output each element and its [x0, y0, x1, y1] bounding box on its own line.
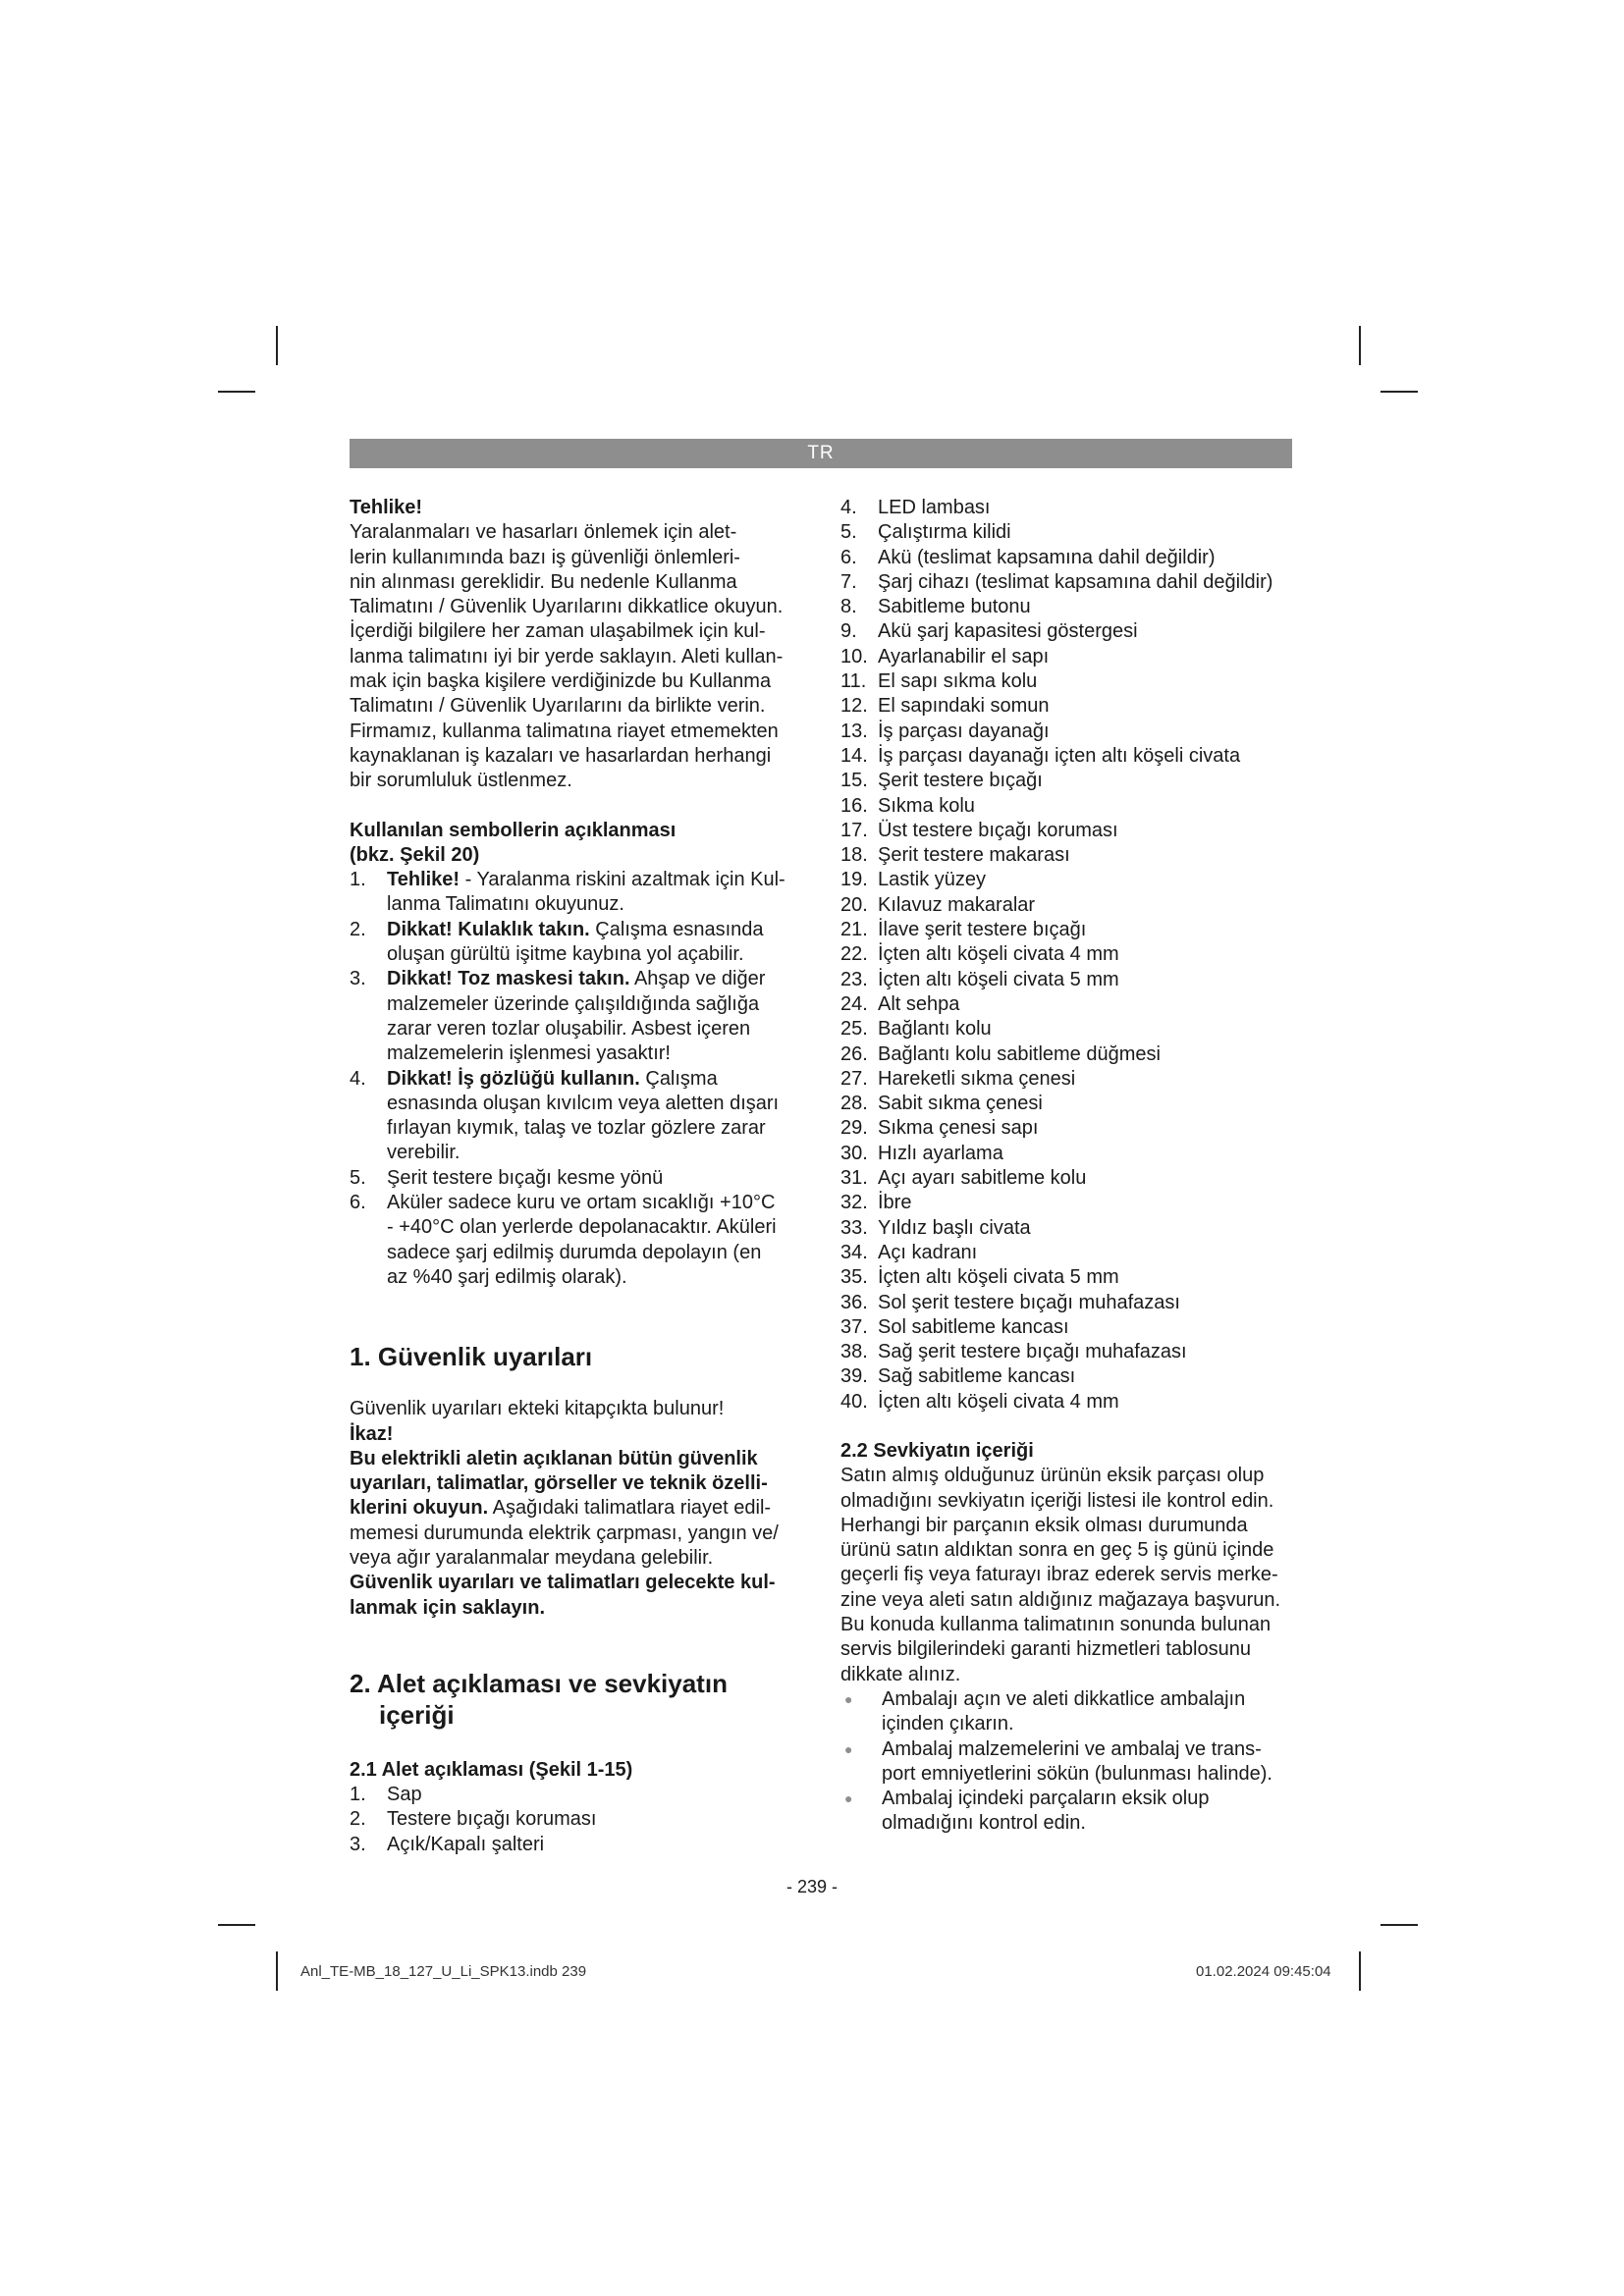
symbol-number: 4.	[350, 1067, 366, 1090]
crop-mark-top-right-v	[1359, 326, 1361, 365]
part-item	[840, 1291, 1302, 1315]
part-number: 1.	[350, 1784, 366, 1806]
part-item	[840, 1042, 1302, 1067]
danger-line: bir sorumluluk üstlenmez.	[350, 770, 572, 792]
body-line: zine veya aleti satın aldığınız mağazaya başvurun.	[840, 1588, 1281, 1611]
symbol-text: Ahşap ve diğer	[629, 968, 766, 990]
part-item	[840, 868, 1302, 892]
part-number: 28.	[840, 1093, 868, 1115]
symbol-text: oluşan gürültü işitme kaybına yol açabilir.	[387, 943, 744, 966]
part-number: 15.	[840, 770, 868, 792]
part-number: 35.	[840, 1266, 868, 1289]
part-label: Kılavuz makaralar	[878, 893, 1036, 916]
part-number: 23.	[840, 968, 868, 990]
symbol-number: 2.	[350, 918, 366, 940]
part-number: 31.	[840, 1167, 868, 1190]
part-number: 33.	[840, 1216, 868, 1239]
symbol-item	[350, 967, 803, 1066]
part-item	[840, 1265, 1302, 1290]
danger-text	[350, 520, 803, 793]
part-item	[840, 1142, 1302, 1166]
danger-title: Tehlike!	[350, 497, 423, 518]
bullet-text: Ambalaj içindeki parçaların eksik olup	[882, 1788, 1210, 1810]
symbol-number: 6.	[350, 1192, 366, 1214]
part-number: 7.	[840, 570, 857, 593]
part-item	[840, 794, 1302, 819]
part-label: Akü şarj kapasitesi göstergesi	[878, 620, 1138, 643]
language-code: TR	[807, 443, 835, 463]
part-label: Yıldız başlı civata	[878, 1216, 1031, 1239]
part-label: Lastik yüzey	[878, 869, 987, 891]
part-label: Üst testere bıçağı koruması	[878, 819, 1118, 841]
part-number: 19.	[840, 869, 868, 891]
danger-line: lanma talimatını iyi bir yerde saklayın. Aleti kullan-	[350, 645, 784, 667]
symbol-text: verebilir.	[387, 1142, 460, 1164]
crop-mark-top-left-v	[276, 326, 278, 365]
part-item	[840, 819, 1302, 843]
part-label: Ayarlanabilir el sapı	[878, 645, 1050, 667]
danger-line: Talimatını / Güvenlik Uyarılarını dikkatlice okuyun.	[350, 596, 784, 618]
part-item	[840, 843, 1302, 868]
section-1-intro: Güvenlik uyarıları ekteki kitapçıkta bulunur!	[350, 1398, 725, 1420]
part-item	[840, 619, 1302, 644]
part-item	[840, 1216, 1302, 1241]
part-item	[840, 1241, 1302, 1265]
body-line: Bu konuda kullanma talimatının sonunda bulunan	[840, 1614, 1272, 1636]
section-2-title-line: içeriği	[379, 1699, 455, 1730]
symbol-number: 3.	[350, 968, 366, 990]
symbol-text: malzemelerin işlenmesi yasaktır!	[387, 1042, 671, 1065]
bullet-item	[840, 1737, 1302, 1788]
body-line: Aşağıdaki talimatlara riayet edil-	[488, 1497, 772, 1520]
part-number: 12.	[840, 695, 868, 718]
body-line: olmadığını sevkiyatın içeriği listesi ile kontrol edin.	[840, 1489, 1274, 1512]
part-item	[840, 1166, 1302, 1191]
part-item	[840, 694, 1302, 719]
part-number: 9.	[840, 620, 857, 643]
body-line: memesi durumunda elektrik çarpması, yangın ve/	[350, 1522, 779, 1544]
part-item	[350, 1783, 803, 1807]
part-number: 29.	[840, 1117, 868, 1140]
part-label: Açı ayarı sabitleme kolu	[878, 1167, 1087, 1190]
part-number: 24.	[840, 992, 868, 1015]
part-item	[840, 744, 1302, 769]
bold-line: uyarıları, talimatlar, görseller ve teknik özelli-	[350, 1472, 768, 1495]
symbol-bold: Dikkat! İş gözlüğü kullanın.	[387, 1067, 640, 1090]
symbol-text: Aküler sadece kuru ve ortam sıcaklığı +10°C	[387, 1192, 776, 1214]
part-item	[840, 968, 1302, 992]
part-item	[840, 1315, 1302, 1340]
part-label: Hızlı ayarlama	[878, 1142, 1003, 1164]
part-label: Sıkma kolu	[878, 794, 975, 817]
part-label: Sabitleme butonu	[878, 596, 1031, 618]
part-label: İçten altı köşeli civata 4 mm	[878, 1390, 1119, 1413]
part-item	[840, 570, 1302, 595]
part-label: Şerit testere makarası	[878, 844, 1070, 867]
crop-mark-bottom-right-h	[1380, 1924, 1418, 1926]
part-item	[840, 546, 1302, 570]
bullet-text: Ambalajı açın ve aleti dikkatlice ambalajın	[882, 1687, 1246, 1710]
part-label: Sol şerit testere bıçağı muhafazası	[878, 1291, 1180, 1313]
part-label: İçten altı köşeli civata 5 mm	[878, 1266, 1119, 1289]
part-item	[840, 769, 1302, 793]
danger-line: Firmamız, kullanma talimatına riayet etmemekten	[350, 720, 779, 742]
part-item	[840, 992, 1302, 1017]
symbol-text: - Yaralanma riskini azaltmak için Kul-	[460, 869, 785, 891]
bold-line: Güvenlik uyarıları ve talimatları gelecekte kul-	[350, 1572, 776, 1594]
part-number: 17.	[840, 819, 868, 841]
part-item	[840, 893, 1302, 918]
part-number: 4.	[840, 497, 857, 518]
section-2-title-line: 2. Alet açıklaması ve sevkiyatın	[350, 1668, 728, 1698]
part-number: 14.	[840, 744, 868, 767]
part-label: Sabit sıkma çenesi	[878, 1093, 1043, 1115]
part-number: 37.	[840, 1315, 868, 1338]
part-label: LED lambası	[878, 497, 991, 518]
part-number: 30.	[840, 1142, 868, 1164]
danger-line: Talimatını / Güvenlik Uyarılarını da birlikte verin.	[350, 695, 766, 718]
part-label: İçten altı köşeli civata 4 mm	[878, 943, 1119, 966]
part-number: 32.	[840, 1192, 868, 1214]
symbol-text: Çalışma esnasında	[589, 918, 764, 940]
section-2-2-title: 2.2 Sevkiyatın içeriği	[840, 1439, 1034, 1462]
part-number: 20.	[840, 893, 868, 916]
right-column	[840, 496, 1302, 1837]
part-number: 18.	[840, 844, 868, 867]
symbol-item	[350, 868, 803, 918]
body-line: Satın almış olduğunuz ürünün eksik parçası olup	[840, 1465, 1265, 1487]
bullet-item	[840, 1687, 1302, 1737]
danger-line: lerin kullanımında bazı iş güvenliği önlemleri-	[350, 546, 740, 568]
bullet-item	[840, 1787, 1302, 1837]
part-label: Sap	[387, 1784, 422, 1806]
footer-datetime: 01.02.2024 09:45:04	[1196, 1963, 1331, 1980]
bullet-text: içinden çıkarın.	[882, 1713, 1014, 1735]
section-2-1-title: 2.1 Alet açıklaması (Şekil 1-15)	[350, 1758, 633, 1781]
symbol-bold: Tehlike!	[387, 869, 460, 891]
crop-mark-bottom-left-h	[218, 1924, 255, 1926]
symbol-text: lanma Talimatını okuyunuz.	[387, 893, 624, 916]
symbol-item	[350, 1067, 803, 1166]
bold-line: Bu elektrikli aletin açıklanan bütün güvenlik	[350, 1447, 758, 1469]
part-item	[840, 496, 1302, 520]
body-line: ürünü satın aldıktan sonra en geç 5 iş günü içinde	[840, 1539, 1274, 1562]
part-label: Şarj cihazı (teslimat kapsamına dahil değildir)	[878, 570, 1273, 593]
part-label: Sıkma çenesi sapı	[878, 1117, 1039, 1140]
crop-mark-top-left-h	[218, 391, 255, 393]
bold-line: lanmak için saklayın.	[350, 1596, 545, 1619]
symbol-item	[350, 918, 803, 968]
part-number: 3.	[350, 1833, 366, 1855]
part-number: 36.	[840, 1291, 868, 1313]
section-1-body	[350, 1447, 803, 1621]
part-item	[840, 1017, 1302, 1041]
part-label: Alt sehpa	[878, 992, 960, 1015]
part-item	[350, 1807, 803, 1832]
part-number: 21.	[840, 919, 868, 941]
danger-line: mak için başka kişilere verdiğinizde bu Kullanma	[350, 670, 772, 693]
symbol-text: zarar veren tozlar oluşabilir. Asbest içeren	[387, 1017, 751, 1040]
part-label: Hareketli sıkma çenesi	[878, 1067, 1076, 1090]
symbol-bold: Dikkat! Kulaklık takın.	[387, 918, 590, 940]
part-item	[840, 520, 1302, 545]
part-label: El sapı sıkma kolu	[878, 670, 1038, 693]
body-line: veya ağır yaralanmalar meydana gelebilir.	[350, 1546, 714, 1569]
section-2-2-body	[840, 1464, 1302, 1687]
symbol-item	[350, 1166, 803, 1191]
part-number: 27.	[840, 1067, 868, 1090]
part-item	[840, 942, 1302, 967]
part-item	[840, 1390, 1302, 1415]
symbol-text: Çalışma	[639, 1067, 718, 1090]
symbols-ref: (bkz. Şekil 20)	[350, 843, 480, 866]
part-label: İlave şerit testere bıçağı	[878, 919, 1087, 941]
part-number: 10.	[840, 645, 868, 667]
bullet-text: olmadığını kontrol edin.	[882, 1812, 1086, 1835]
part-label: Bağlantı kolu sabitleme düğmesi	[878, 1042, 1161, 1065]
left-column	[350, 496, 803, 1857]
danger-line: İçerdiği bilgilere her zaman ulaşabilmek için kul-	[350, 620, 766, 643]
symbol-bold: Dikkat! Toz maskesi takın.	[387, 968, 630, 990]
bullet-icon: ●	[844, 1790, 853, 1807]
part-number: 22.	[840, 943, 868, 966]
bold-line: klerini okuyun.	[350, 1497, 489, 1520]
parts-list-right	[840, 496, 1302, 1415]
bullet-text: port emniyetlerini sökün (bulunması halinde).	[882, 1762, 1272, 1785]
part-label: Bağlantı kolu	[878, 1018, 992, 1041]
part-label: Çalıştırma kilidi	[878, 521, 1011, 544]
warning-label: İkaz!	[350, 1422, 394, 1445]
part-number: 13.	[840, 720, 868, 742]
crop-mark-top-right-h	[1380, 391, 1418, 393]
symbol-number: 5.	[350, 1166, 366, 1189]
body-line: servis bilgilerindeki garanti hizmetleri tablosunu	[840, 1638, 1251, 1661]
symbols-list	[350, 868, 803, 1290]
part-item	[840, 1067, 1302, 1092]
symbol-text: esnasında oluşan kıvılcım veya aletten dışarı	[387, 1092, 780, 1114]
symbol-text: fırlayan kıymık, talaş ve tozlar gözlere zarar	[387, 1117, 766, 1140]
part-item	[840, 1340, 1302, 1364]
part-number: 6.	[840, 546, 857, 568]
part-label: Açık/Kapalı şalteri	[387, 1833, 545, 1855]
part-label: Açı kadranı	[878, 1241, 978, 1263]
footer-file: Anl_TE-MB_18_127_U_Li_SPK13.indb 239	[300, 1963, 587, 1980]
symbol-item	[350, 1191, 803, 1290]
section-1-title: 1. Güvenlik uyarıları	[350, 1342, 593, 1372]
unpacking-steps	[840, 1687, 1302, 1837]
part-item	[840, 720, 1302, 744]
part-number: 11.	[840, 670, 867, 693]
part-number: 25.	[840, 1018, 868, 1041]
part-label: Sağ sabitleme kancası	[878, 1365, 1076, 1388]
part-label: Şerit testere bıçağı	[878, 770, 1043, 792]
body-line: dikkate alınız.	[840, 1663, 961, 1685]
part-label: İş parçası dayanağı içten altı köşeli civata	[878, 744, 1241, 767]
bullet-icon: ●	[844, 1740, 853, 1757]
part-label: Sağ şerit testere bıçağı muhafazası	[878, 1341, 1187, 1363]
part-label: Testere bıçağı koruması	[387, 1808, 597, 1831]
part-number: 16.	[840, 794, 868, 817]
part-label: İbre	[878, 1192, 912, 1214]
danger-line: kaynaklanan iş kazaları ve hasarlardan herhangi	[350, 744, 772, 767]
part-number: 40.	[840, 1390, 868, 1413]
part-number: 26.	[840, 1042, 868, 1065]
symbol-text: sadece şarj edilmiş durumda depolayın (en	[387, 1241, 762, 1263]
part-label: İş parçası dayanağı	[878, 720, 1050, 742]
part-label: El sapındaki somun	[878, 695, 1050, 718]
danger-line: nin alınması gereklidir. Bu nedenle Kullanma	[350, 570, 737, 593]
bullet-icon: ●	[844, 1690, 853, 1707]
part-item	[840, 1191, 1302, 1215]
symbol-text: malzemeler üzerinde çalışıldığında sağlığa	[387, 992, 760, 1015]
symbol-text: Şerit testere bıçağı kesme yönü	[387, 1166, 664, 1189]
body-line: geçerli fiş veya faturayı ibraz ederek servis merke-	[840, 1564, 1278, 1586]
language-header-bar	[350, 439, 1292, 468]
part-number: 8.	[840, 596, 857, 618]
crop-mark-bottom-right-v	[1359, 1951, 1361, 1991]
part-label: Sol sabitleme kancası	[878, 1315, 1069, 1338]
part-number: 38.	[840, 1341, 868, 1363]
part-number: 39.	[840, 1365, 868, 1388]
part-item	[840, 1116, 1302, 1141]
parts-list-left	[350, 1783, 803, 1857]
danger-line: Yaralanmaları ve hasarları önlemek için alet-	[350, 521, 737, 544]
symbol-text: - +40°C olan yerlerde depolanacaktır. Aküleri	[387, 1216, 777, 1239]
bullet-text: Ambalaj malzemelerini ve ambalaj ve trans-	[882, 1737, 1262, 1760]
part-item	[840, 645, 1302, 669]
part-item	[840, 1364, 1302, 1389]
part-item	[840, 595, 1302, 619]
part-label: İçten altı köşeli civata 5 mm	[878, 968, 1119, 990]
symbol-number: 1.	[350, 869, 366, 891]
symbols-title: Kullanılan sembollerin açıklanması	[350, 819, 677, 841]
part-number: 5.	[840, 521, 857, 544]
part-item	[840, 1092, 1302, 1116]
section-2-title	[350, 1668, 803, 1731]
crop-mark-bottom-left-v	[276, 1951, 278, 1991]
part-item	[840, 669, 1302, 694]
body-line: Herhangi bir parçanın eksik olması durumunda	[840, 1514, 1248, 1536]
page-number: - 239 -	[785, 1877, 839, 1896]
part-item	[350, 1833, 803, 1857]
part-number: 2.	[350, 1808, 366, 1831]
part-number: 34.	[840, 1241, 868, 1263]
part-label: Akü (teslimat kapsamına dahil değildir)	[878, 546, 1216, 568]
part-item	[840, 918, 1302, 942]
symbol-text: az %40 şarj edilmiş olarak).	[387, 1265, 627, 1288]
